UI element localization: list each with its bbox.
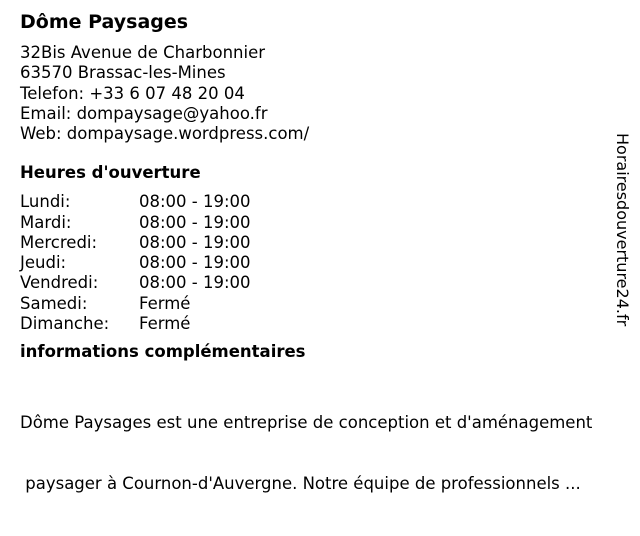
time-value: 08:00 - 19:00 <box>139 253 251 273</box>
business-name: Dôme Paysages <box>20 11 189 33</box>
day-label: Mardi: <box>20 212 72 232</box>
time-value: Fermé <box>139 313 191 333</box>
watermark <box>612 133 632 347</box>
time-value: 08:00 - 19:00 <box>139 232 251 252</box>
business-card <box>20 10 610 536</box>
info-heading: informations complémentaires <box>20 341 306 361</box>
hours-row-tuesday <box>20 213 610 233</box>
hours-row-sunday <box>20 314 610 334</box>
hours-row-thursday <box>20 253 610 273</box>
day-label: Lundi: <box>20 192 71 212</box>
time-value: 08:00 - 19:00 <box>139 192 251 212</box>
day-label: Dimanche: <box>20 313 110 333</box>
hours-row-friday <box>20 273 610 293</box>
day-label: Mercredi: <box>20 232 98 252</box>
phone-line: Telefon: +33 6 07 48 20 04 <box>20 83 245 103</box>
hours-table <box>20 192 610 333</box>
day-label: Jeudi: <box>20 253 67 273</box>
address-city: 63570 Brassac-les-Mines <box>20 63 226 83</box>
info-line: Dôme Paysages est une entreprise de conception et d'aménagement <box>20 412 593 432</box>
hours-row-saturday <box>20 294 610 314</box>
hours-row-monday <box>20 192 610 212</box>
time-value: 08:00 - 19:00 <box>139 212 251 232</box>
hours-row-wednesday <box>20 233 610 253</box>
contact-block <box>20 43 610 144</box>
hours-heading: Heures d'ouverture <box>20 163 201 183</box>
watermark-text: Horairesdouverture24.fr <box>613 133 632 327</box>
day-label: Samedi: <box>20 293 88 313</box>
web-line: Web: dompaysage.wordpress.com/ <box>20 124 310 144</box>
day-label: Vendredi: <box>20 273 99 293</box>
time-value: Fermé <box>139 293 191 313</box>
email-line: Email: dompaysage@yahoo.fr <box>20 103 268 123</box>
info-description <box>20 372 610 536</box>
info-line: paysager à Cournon-d'Auvergne. Notre équipe de professionnels ... <box>20 474 581 494</box>
address-street: 32Bis Avenue de Charbonnier <box>20 43 266 62</box>
time-value: 08:00 - 19:00 <box>139 273 251 293</box>
